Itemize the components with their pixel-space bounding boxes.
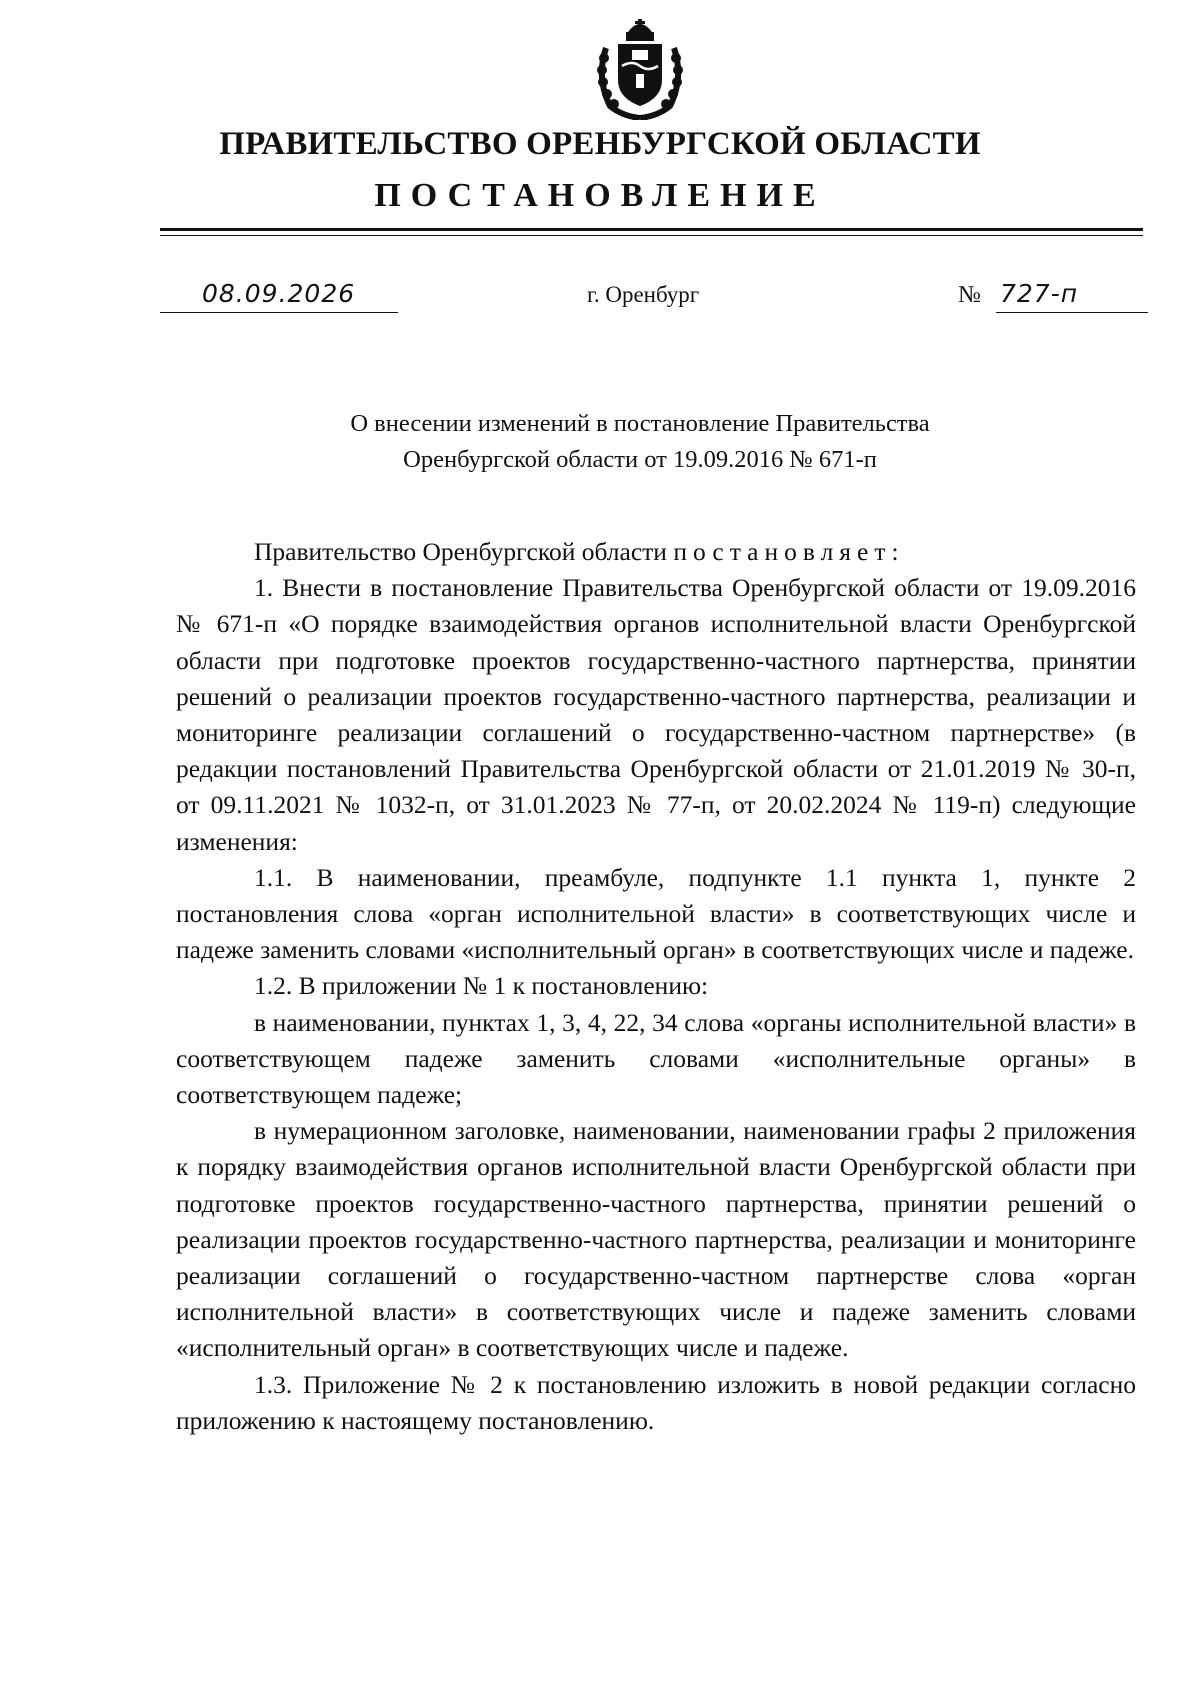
header-divider-thick	[160, 228, 1143, 231]
document-date-field	[160, 279, 398, 319]
date-underline	[160, 312, 398, 313]
intro-paragraph	[176, 534, 1136, 570]
document-subject	[200, 406, 1080, 478]
document-number-field	[958, 279, 1148, 319]
number-underline	[996, 312, 1148, 313]
government-title: ПРАВИТЕЛЬСТВО ОРЕНБУРГСКОЙ ОБЛАСТИ	[219, 126, 981, 162]
paragraph-1-2-b: в нумерационном заголовке, наименовании, наименовании графы 2 приложения к порядку взаимодействия органов исполнительной власти Оренбургской области при подготовке проектов государственно-частного партнерства, принятии решений о реализации проектов государственно-частного партнерства, реализации и мониторинге реализации соглашений о государственно-частном партнерстве слова «орган исполнительной власти» в соответствующих числе и падеже заменить словами «исполнительный орган» в соответствующих числе и падеже.	[176, 1116, 1136, 1363]
paragraph-1-2-a: в наименовании, пунктах 1, 3, 4, 22, 34 слова «органы исполнительной власти» в соответствующем падеже заменить словами «исполнительные органы» в соответствующем падеже;	[176, 1007, 1136, 1110]
subject-line-1: О внесении изменений в постановление Правительства	[350, 410, 930, 437]
document-date: 08.09.2026	[202, 279, 356, 308]
document-type-title: ПОСТАНОВЛЕНИЕ	[374, 177, 826, 214]
paragraph-1-2: 1.2. В приложении № 1 к постановлению:	[254, 971, 709, 1001]
intro-lead: Правительство Оренбургской области	[254, 537, 667, 566]
document-number: 727-п	[1000, 279, 1079, 308]
subject-line-2: Оренбургской области от 19.09.2016 № 671-п	[403, 446, 877, 473]
paragraph-1-3: 1.3. Приложение № 2 к постановлению изложить в новой редакции согласно приложению к настоящему постановлению.	[176, 1369, 1136, 1435]
coat-of-arms-icon	[592, 18, 688, 120]
paragraph-1: 1. Внести в постановление Правительства Оренбургской области от 19.09.2016 № 671-п «О порядке взаимодействия органов исполнительной власти Оренбургской области при подготовке проектов государственно-частного партнерства, принятии решений о реализации проектов государственно-частного партнерства, реализации и мониторинге реализации соглашений о государственно-частном партнерстве» (в редакции постановлений Правительства Оренбургской области от 21.01.2019 № 30-п, от 09.11.2021 № 1032-п, от 31.01.2023 № 77-п, от 20.02.2024 № 119-п) следующие изменения:	[176, 573, 1136, 856]
paragraph-1-1: 1.1. В наименовании, преамбуле, подпункте 1.1 пункта 1, пункте 2 постановления слова «орган исполнительной власти» в соответствующих числе и падеже заменить словами «исполнительный орган» в соответствующих числе и падеже.	[176, 862, 1136, 965]
document-city: г. Оренбург	[587, 282, 700, 307]
number-sign: №	[958, 282, 981, 308]
header-divider-thin	[160, 235, 1143, 236]
intro-verb: постановляет:	[673, 537, 905, 566]
document-body	[176, 534, 1136, 1439]
